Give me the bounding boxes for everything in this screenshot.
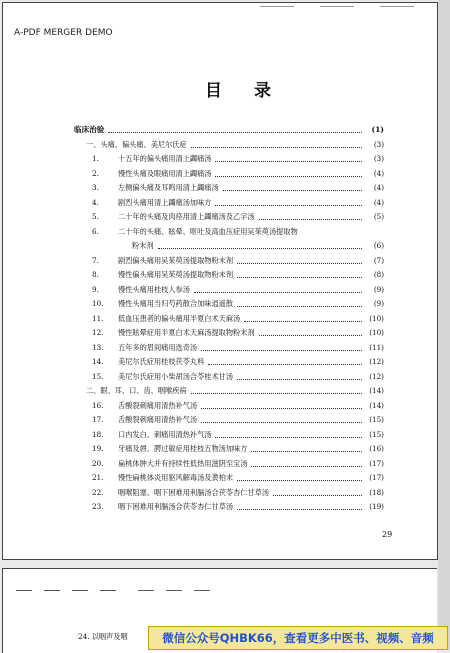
leader-dots — [237, 258, 362, 264]
leader-dots — [237, 272, 362, 278]
entry-number: 10. — [92, 299, 104, 308]
leader-dots — [158, 243, 362, 249]
leader-dots — [215, 432, 362, 438]
entry-number: 22. — [92, 487, 104, 497]
entry-page: (10) — [369, 313, 384, 323]
toc-entry — [92, 487, 384, 499]
entry-page: (18) — [369, 487, 384, 497]
toc-section — [74, 124, 384, 136]
entry-title: 左侧偏头痛及耳鸣用清上蠲痛汤 — [118, 183, 219, 192]
entry-page: (12) — [369, 371, 384, 381]
toc-entry — [92, 472, 384, 484]
divider — [44, 590, 60, 591]
entry-number: 3. — [92, 183, 99, 192]
leader-dots — [194, 287, 362, 293]
divider — [138, 590, 154, 591]
entry-title: 一、头痛、偏头痛、美尼尔氏症 — [86, 139, 187, 149]
entry-title: 二十年的头痛及肉痉用清上蠲痛汤及乙字汤 — [118, 212, 255, 221]
entry-page: (19) — [369, 502, 384, 511]
entry-number: 12. — [92, 328, 104, 337]
toc-entry — [92, 298, 384, 310]
entry-title: 二十年的头痛、眩晕、呕吐及高血压症用吴茱萸汤提取物 — [118, 226, 298, 236]
entry-number: 8. — [92, 270, 99, 279]
toc-subsection — [86, 139, 384, 151]
leader-dots — [215, 171, 362, 177]
toc-entry — [92, 371, 384, 383]
entry-number: 5. — [92, 212, 99, 221]
entry-page: (16) — [369, 444, 384, 453]
entry-page: (3) — [373, 154, 384, 163]
page-title: 目录 — [205, 81, 303, 101]
toc-entry — [92, 356, 384, 368]
entry-number: 24. — [78, 632, 90, 641]
entry-number: 20. — [92, 458, 104, 468]
entry-title: 舌酸裂刺痛用清热补气汤 — [118, 415, 198, 424]
toc-entry — [92, 429, 384, 441]
toc-entry — [92, 255, 384, 267]
toc-entry — [92, 211, 384, 223]
entry-title: 慢性眩晕症用半夏白术天麻汤提取物粉末剂 — [118, 328, 255, 337]
scroll-gutter[interactable] — [438, 0, 450, 650]
header-rule — [260, 6, 294, 7]
entry-page: (3) — [373, 139, 384, 149]
entry-title: 剧烈头痛用清上蠲痛汤加味方 — [118, 197, 212, 207]
entry-page: (5) — [373, 212, 384, 221]
next-page-entry — [78, 632, 128, 642]
page-number: 29 — [382, 530, 393, 539]
entry-title: 慢性头痛用当归芍药散合加味逍遥散 — [118, 299, 234, 308]
leader-dots — [237, 374, 362, 380]
leader-dots — [273, 490, 362, 496]
toc-entry — [92, 342, 384, 354]
toc-entry — [92, 197, 384, 209]
entry-number: 23. — [92, 502, 104, 511]
entry-title: 粉末剂 — [132, 241, 154, 250]
divider — [166, 590, 182, 591]
leader-dots — [259, 214, 362, 220]
toc-entry — [92, 313, 384, 325]
watermark-text: A-PDF MERGER DEMO — [14, 28, 113, 38]
entry-title: 咽下困难用利膈汤合茯苓杏仁甘草汤 — [118, 502, 234, 511]
leader-dots — [201, 403, 362, 409]
entry-title: 口内发白、刺痛用清热补气汤 — [118, 429, 212, 439]
entry-title: 牙痛及唇、腭过敏症用桂枝五物汤加味方 — [118, 444, 248, 453]
entry-number: 16. — [92, 400, 104, 410]
entry-number: 6. — [92, 226, 99, 236]
leader-dots — [191, 142, 362, 148]
entry-title: 慢性扁桃体炎用驱风解毒汤及黄柏末 — [118, 473, 234, 482]
entry-title: 咽喉阻塞、咽下困难用利膈汤合茯苓杏仁甘草汤 — [118, 487, 269, 497]
leader-dots — [237, 475, 362, 481]
header-rule — [380, 6, 414, 7]
entry-page: (9) — [373, 299, 384, 308]
entry-title: 舌酸裂刺痛用清热补气汤 — [118, 400, 198, 410]
toc-entry — [92, 414, 384, 426]
toc-subsection — [86, 385, 384, 397]
entry-number: 18. — [92, 429, 104, 439]
entry-number: 1. — [92, 154, 99, 163]
entry-page: (17) — [369, 473, 384, 482]
entry-page: (15) — [369, 429, 384, 439]
toc-entry — [92, 226, 384, 238]
header-rule — [320, 6, 354, 7]
entry-page: (15) — [369, 415, 384, 424]
entry-number: 2. — [92, 168, 99, 178]
entry-page: (6) — [373, 241, 384, 250]
entry-title: 美尼尔氏症用小柴胡汤合苓桂术甘汤 — [118, 371, 234, 381]
entry-page: (1) — [371, 125, 384, 134]
entry-page: (4) — [373, 197, 384, 207]
entry-number: 19. — [92, 444, 104, 453]
divider — [16, 590, 32, 591]
toc-entry — [92, 153, 384, 165]
leader-dots — [259, 330, 362, 336]
divider — [100, 590, 116, 591]
entry-page: (4) — [373, 183, 384, 192]
entry-page: (4) — [373, 168, 384, 178]
leader-dots — [215, 200, 362, 206]
leader-dots — [215, 156, 362, 162]
entry-page: (10) — [369, 328, 384, 337]
promo-banner[interactable]: 微信公众号QHBK66，查看更多中医书、视频、音频 — [148, 626, 448, 650]
entry-title: 扁桃体肿大并有持续性低热用滋阴至宝汤 — [118, 458, 248, 468]
toc-entry — [92, 400, 384, 412]
leader-dots — [208, 359, 362, 365]
divider — [72, 590, 88, 591]
leader-dots — [251, 461, 362, 467]
entry-title: 慢性头痛及眼痛用清上蠲痛汤 — [118, 168, 212, 178]
entry-page: (7) — [373, 255, 384, 265]
entry-number: 7. — [92, 255, 99, 265]
entry-title: 美尼尔氏症用桂枝茯苓丸料 — [118, 357, 205, 366]
entry-title: 十五年的偏头痛用清上蠲痛汤 — [118, 154, 212, 163]
toc-entry — [92, 269, 384, 281]
entry-page: (14) — [369, 386, 384, 395]
toc-entry — [92, 501, 384, 513]
entry-text: 以咽声及咽 — [91, 632, 128, 641]
entry-title: 五年多的眉间痛用选奇汤 — [118, 342, 198, 352]
leader-dots — [201, 417, 362, 423]
leader-dots — [237, 301, 362, 307]
divider — [194, 590, 210, 591]
leader-dots — [237, 504, 362, 510]
entry-number: 15. — [92, 371, 104, 381]
entry-title: 慢性偏头痛用吴茱萸汤提取物粉末剂 — [118, 270, 234, 279]
toc-entry — [92, 327, 384, 339]
toc-entry — [92, 443, 384, 455]
entry-number: 13. — [92, 342, 104, 352]
entry-page: (12) — [369, 357, 384, 366]
toc-entry — [132, 240, 384, 252]
entry-page: (9) — [373, 284, 384, 294]
entry-title: 临床治验 — [74, 125, 105, 134]
leader-dots — [244, 316, 362, 322]
entry-title: 剧烈偏头痛用吴茱萸汤提取物粉末剂 — [118, 255, 234, 265]
toc-entry — [92, 284, 384, 296]
toc-entry — [92, 182, 384, 194]
entry-page: (14) — [369, 400, 384, 410]
entry-title: 二、眼、耳、口、齿、咽喉疾病 — [86, 386, 187, 395]
entry-title: 慢性头痛用桂枝人参汤 — [118, 284, 190, 294]
leader-dots — [251, 446, 362, 452]
entry-number: 4. — [92, 197, 99, 207]
toc-entry — [92, 458, 384, 470]
leader-dots — [201, 345, 362, 351]
entry-page: (17) — [369, 458, 384, 468]
entry-number: 11. — [92, 313, 104, 323]
leader-dots — [191, 388, 362, 394]
entry-page: (8) — [373, 270, 384, 279]
leader-dots — [108, 127, 362, 133]
entry-title: 低血压患者的偏头痛用半夏白术天麻汤 — [118, 313, 241, 323]
toc-entry — [92, 168, 384, 180]
entry-number: 9. — [92, 284, 99, 294]
entry-number: 14. — [92, 357, 104, 366]
entry-page: (11) — [369, 342, 384, 352]
leader-dots — [223, 185, 362, 191]
entry-number: 17. — [92, 415, 104, 424]
entry-number: 21. — [92, 473, 104, 482]
